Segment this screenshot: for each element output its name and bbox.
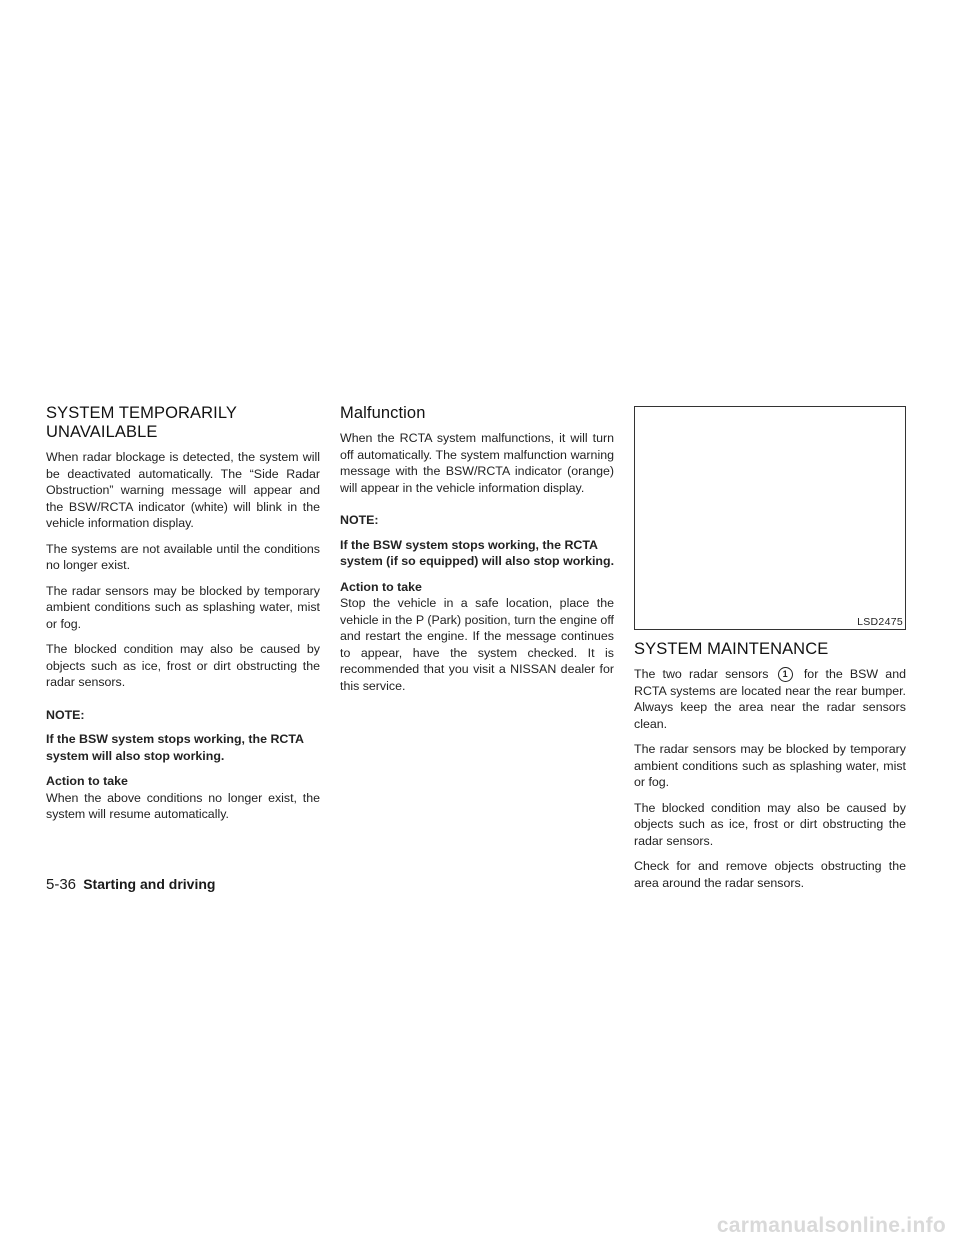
- note-title: NOTE:: [46, 707, 85, 722]
- figure-radar-sensor-illustration: [634, 406, 906, 630]
- paragraph: When the RCTA system malfunctions, it will turn off automatically. The system malfunction warning message with the BSW/RCTA indicator (orange) will appear in the vehicle information display.: [340, 431, 614, 495]
- note-body: If the BSW system stops working, the RCTA system (if so equipped) will also stop working.: [340, 537, 615, 568]
- action-block: [46, 773, 320, 823]
- paragraph: Check for and remove objects obstructing the area around the radar sensors.: [634, 859, 906, 890]
- action-body: When the above conditions no longer exist, the system will resume automatically.: [46, 790, 320, 821]
- heading-line-2: UNAVAILABLE: [46, 423, 158, 441]
- watermark: carmanualsonline.info: [716, 1214, 946, 1237]
- action-block: [340, 579, 614, 695]
- figure-label: LSD2475: [857, 616, 903, 628]
- section-heading-temporarily-unavailable: [46, 404, 320, 442]
- paragraph: The radar sensors may be blocked by temporary ambient conditions such as splashing water, mist or fog.: [46, 583, 320, 631]
- text-fragment: for the BSW and RCTA systems are located near the rear bumper. Always keep the area near the radar sensors clean.: [634, 667, 906, 731]
- section-title: Starting and driving: [83, 876, 216, 892]
- page-number: 5-36: [46, 876, 77, 893]
- page-footer: [46, 876, 215, 893]
- column-middle: [340, 404, 614, 703]
- action-title: Action to take: [46, 774, 128, 788]
- paragraph: The blocked condition may also be caused by objects such as ice, frost or dirt obstructing the radar sensors.: [46, 642, 320, 689]
- section-heading-system-maintenance: SYSTEM MAINTENANCE: [634, 640, 829, 658]
- paragraph: The radar sensors may be blocked by temporary ambient conditions such as splashing water, mist or fog.: [634, 742, 906, 789]
- paragraph: The blocked condition may also be caused by objects such as ice, frost or dirt obstructing the radar sensors.: [634, 800, 906, 848]
- note-body: If the BSW system stops working, the RCTA system will also stop working.: [46, 732, 304, 763]
- text-fragment: The two radar sensors: [634, 667, 769, 681]
- paragraph: The systems are not available until the conditions no longer exist.: [46, 541, 320, 572]
- note-title: NOTE:: [340, 513, 379, 527]
- column-left: [46, 404, 320, 832]
- paragraph: When radar blockage is detected, the system will be deactivated automatically. The “Side Radar Obstruction” warning message will appear and the BSW/RCTA indicator (white) will blink in the vehicle information display.: [46, 450, 320, 530]
- column-right: [634, 406, 906, 900]
- action-body: Stop the vehicle in a safe location, place the vehicle in the P (Park) position, turn the engine off and restart the engine. If the message continues to appear, have the system checked. It is recommended that you visit a NISSAN dealer for this service.: [340, 596, 614, 693]
- callout-number-1-icon: 1: [778, 667, 793, 682]
- section-heading-malfunction: Malfunction: [340, 404, 426, 422]
- paragraph-with-marker: [634, 666, 906, 732]
- heading-line-1: SYSTEM TEMPORARILY: [46, 404, 237, 422]
- action-title: Action to take: [340, 579, 422, 594]
